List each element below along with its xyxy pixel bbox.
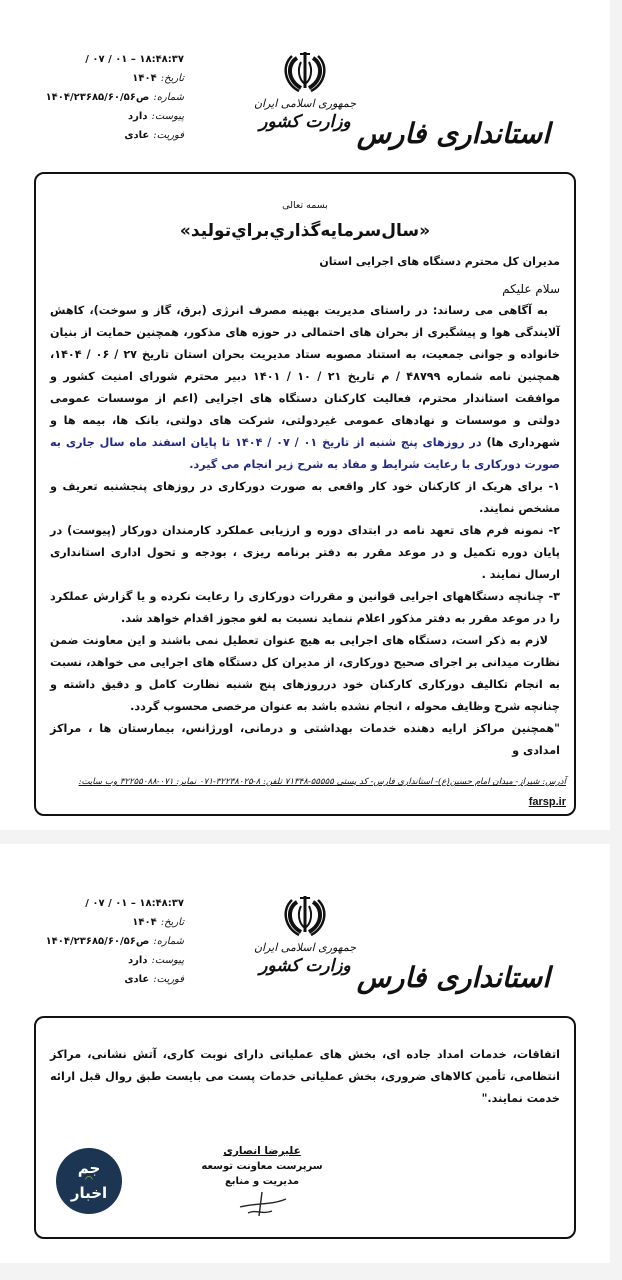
- exception-paragraph-end: اتفاقات، خدمات امداد جاده ای، بخش های عملیاتی دارای نوبت کاری، آتش نشانی، مراکز انتظامی، تأمین کالاهای ضروری، بخش عملیاتی خدمات پست می بایست طبق روال قبل ارائه خدمت نمایند.": [50, 1048, 560, 1105]
- condition-item-3: ۳- چنانچه دستگاههای اجرایی قوانین و مقررات دورکاری را رعایت نکرده و یا گزارش عملکرد را در موعد مقرر به دفتر مذکور اعلام ننماید نسبت به لغو مجوز اقدام خواهد شد.: [50, 590, 560, 625]
- emblem-ministry-text: وزارت کشور: [259, 956, 351, 976]
- letterhead: [0, 0, 610, 172]
- priority-value: عادی: [124, 130, 150, 141]
- signal-icon: ◠: [85, 1175, 93, 1185]
- intro-text: به آگاهی می رساند: در راستای مدیریت بهینه مصرف انرژی (برق، گاز و سوخت)، کاهش آلایندگی هوا و پیشگیری از بحران های احتمالی در حوزه های مذکور، همچنین حمایت از بنیان خانواده و جوانی جمعیت، به استناد مصوبه ستاد مدیریت بحران استان تاریخ ۲۷ / ۰۶ / ۱۴۰۴، همچنین نامه شماره ۴۸۷۹۹ / م تاریخ ۲۱ / ۱۰ / ۱۴۰۱ دبیر محترم شورای امنیت کشور و موافقت استاندار محترم، فعالیت کارکنان دستگاه های اجرایی (اعم از موسسات عمومی دولتی و موسسات و نهادهای عمومی غیردولتی، شرکت های دولتی، بانک ها، بیمه ها و شهرداری ها): [50, 304, 560, 449]
- emblem-republic-text: جمهوری اسلامی ایران: [253, 941, 357, 954]
- number-label: شماره:: [153, 936, 184, 947]
- emblem-ministry-text: وزارت کشور: [259, 112, 351, 132]
- attachment-row: [14, 951, 184, 970]
- attachment-label: پیوست:: [151, 111, 184, 122]
- letter-page-2: [0, 844, 610, 1263]
- attachment-value: دارد: [128, 955, 148, 966]
- date-value: ۱۴۰۴: [132, 73, 157, 84]
- condition-item-2: ۲- نمونه فرم های تعهد نامه در ابتدای دوره و ارزیابی عملکرد کارمندان دورکار (پیوست) در پایان دوره تکمیل و در موعد مقرر به دفتر برنامه ریزی ، بودجه و تحول اداری استانداری ارسال نمایند .: [50, 524, 560, 581]
- signatory-name: علیرضا انصاری: [223, 1145, 301, 1157]
- date-label: تاریخ:: [160, 73, 184, 84]
- greeting: سلام علیکم: [502, 282, 560, 296]
- news-watermark-logo: [56, 1148, 122, 1214]
- signature-row: [36, 1134, 574, 1237]
- letterhead: [0, 844, 610, 1016]
- footer-address: آدرس: شیراز- میدان امام حسین(ع)- استانداری فارس- کد پستی ۵۵۵۵۵-۷۱۳۴۸ تلفن: ۸-۳۲۲۳۸۰۲۵-۰۷۱ نمابر: ۰۷۱-۳۲۲۵۵۰۸۸ وب سایت:: [78, 777, 566, 787]
- condition-item-1: ۱- برای هریک از کارکنان خود کار واقعی به صورت دورکاری در روزهای پنجشنبه تعریف و مشخص نمایند.: [50, 480, 560, 515]
- emblem-icon: [283, 892, 327, 938]
- letter-body-frame: [34, 172, 576, 816]
- priority-label: فوریت:: [153, 130, 184, 141]
- signatory-title: سرپرست معاونت توسعه مدیریت و منابع: [201, 1161, 323, 1187]
- intro-paragraph: [50, 300, 560, 476]
- attachment-label: پیوست:: [151, 955, 184, 966]
- watermark-text-top: جم: [77, 1159, 101, 1177]
- letter-metadata: [14, 50, 184, 145]
- print-timestamp: / ۰۷ / ۰۱ – ۱۸:۴۸:۳۷: [85, 54, 184, 65]
- emblem-icon: [283, 48, 327, 94]
- bismillah: بسمه تعالی: [282, 200, 328, 211]
- watermark-text-bottom: اخبار: [70, 1184, 108, 1202]
- organization-title: استانداری فارس: [356, 961, 550, 994]
- date-row: [14, 913, 184, 932]
- letter-body: [36, 1018, 574, 1134]
- number-row: [14, 932, 184, 951]
- date-value: ۱۴۰۴: [132, 917, 157, 928]
- iran-emblem: [250, 48, 360, 133]
- intro-highlight-text: در روزهای پنج شنبه از تاریخ ۰۱ / ۰۷ / ۱۴۰۴ تا پایان اسفند ماه سال جاری به صورت دورکاری با رعایت شرایط و مفاد به شرح زیر انجام می گیرد.: [50, 436, 560, 471]
- date-label: تاریخ:: [160, 917, 184, 928]
- handwritten-signature-icon: [232, 1191, 292, 1217]
- year-slogan: «سال‌سرمایه‌گذاري‌براي‌تولید»: [179, 221, 431, 241]
- print-timestamp: / ۰۷ / ۰۱ – ۱۸:۴۸:۳۷: [85, 898, 184, 909]
- letter-footer: [36, 770, 574, 814]
- priority-label: فوریت:: [153, 974, 184, 985]
- attachment-row: [14, 107, 184, 126]
- organization-title: استانداری فارس: [356, 117, 550, 150]
- number-value: ص۱۴۰۴/۲۳۶۸۵/۶۰/۵۶: [45, 936, 150, 947]
- attachment-value: دارد: [128, 111, 148, 122]
- letter-body-frame: [34, 1016, 576, 1239]
- emblem-republic-text: جمهوری اسلامی ایران: [253, 97, 357, 110]
- footer-website-link[interactable]: farsp.ir: [528, 796, 566, 808]
- priority-row: [14, 126, 184, 145]
- letter-metadata: [14, 894, 184, 989]
- number-value: ص۱۴۰۴/۲۳۶۸۵/۶۰/۵۶: [45, 92, 150, 103]
- date-row: [14, 69, 184, 88]
- number-row: [14, 88, 184, 107]
- letter-body: [36, 174, 574, 770]
- closing-paragraph: لازم به ذکر است، دستگاه های اجرایی به هیچ عنوان تعطیل نمی باشند و این معاونت ضمن نظارت میدانی بر اجرای صحیح دورکاری، از مدیران کل دستگاه های اجرایی می خواهد، نسبت به انجام تکالیف دورکاری کارکنان خود درروزهای پنج شنبه نظارت کامل و دقیق داشته و چنانچه شرح وظایف محوله ، انجام نشده باشد به عنوان مرخصی محسوب گردد.: [50, 634, 560, 713]
- priority-row: [14, 970, 184, 989]
- iran-emblem: [250, 892, 360, 977]
- exception-paragraph-start: "همچنین مراکز ارایه دهنده خدمات بهداشتی و درمانی، اورژانس، بیمارستان ها ، مراکز امدادی و: [50, 722, 560, 757]
- number-label: شماره:: [153, 92, 184, 103]
- signature-block: [182, 1144, 342, 1217]
- addressee: مدیران کل محترم دستگاه های اجرایی استان: [319, 255, 560, 268]
- priority-value: عادی: [124, 974, 150, 985]
